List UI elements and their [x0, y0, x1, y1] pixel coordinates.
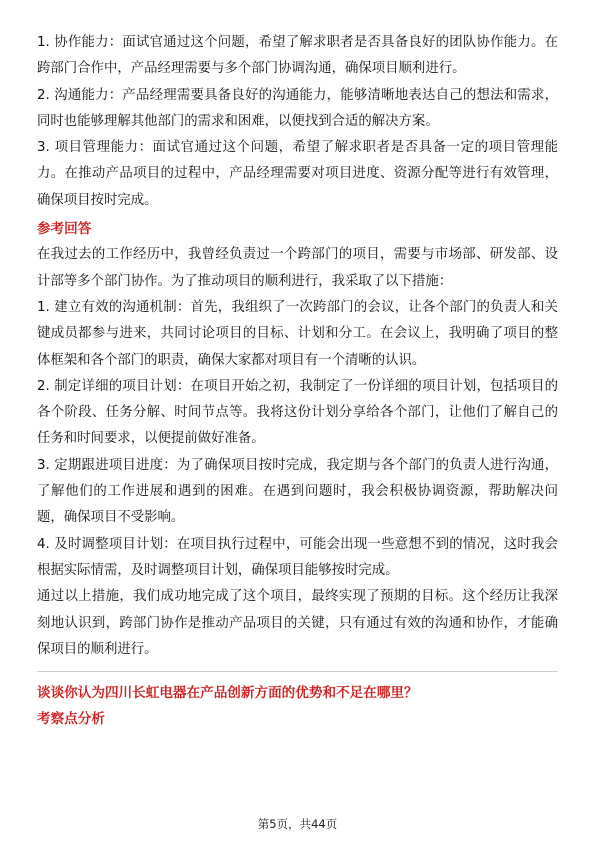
answer-item-3: 3. 定期跟进项目进度：为了确保项目按时完成，我定期与各个部门的负责人进行沟通，了解他们的工作进展和遇到的困难。在遇到问题时，我会积极协调资源，帮助解决问题，确保项目不受影响。: [37, 457, 558, 526]
analysis-heading: 考察点分析: [37, 711, 105, 728]
analysis-item-2: 2. 沟通能力：产品经理需要具备良好的沟通能力，能够清晰地表达自己的想法和需求，同时也能够理解其他部门的需求和困难，以便找到合适的解决方案。: [37, 87, 558, 129]
analysis-item-3: 3. 项目管理能力：面试官通过这个问题，希望了解求职者是否具备一定的项目管理能力。在推动产品项目的过程中，产品经理需要对项目进度、资源分配等进行有效管理，确保项目按时完成。: [37, 140, 558, 208]
analysis-item-1: 1. 协作能力：面试官通过这个问题，希望了解求职者是否具备良好的团队协作能力。在跨部门合作中，产品经理需要与多个部门协调沟通，确保项目顺利进行。: [37, 35, 558, 77]
answer-item-2: 2. 制定详细的项目计划：在项目开始之初，我制定了一份详细的项目计划，包括项目的各个阶段、任务分解、时间节点等。我将这份计划分享给各个部门，让他们了解自己的任务和时间要求，以便提前做好准备。: [37, 378, 558, 447]
reference-answer-heading: 参考回答: [37, 221, 92, 238]
next-question-title: 谈谈你认为四川长虹电器在产品创新方面的优势和不足在哪里？: [37, 685, 418, 702]
section-divider: [37, 671, 558, 672]
page-content: [37, 30, 558, 733]
answer-intro: 在我过去的工作经历中，我曾经负责过一个跨部门的项目，需要与市场部、研发部、设计部等多个部门协作。为了推动项目的顺利进行，我采取了以下措施：: [37, 247, 558, 289]
answer-item-1: 1. 建立有效的沟通机制：首先，我组织了一次跨部门的会议，让各个部门的负责人和关键成员都参与进来，共同讨论项目的目标、计划和分工。在会议上，我明确了项目的整体框架和各个部门的职责，确保大家都对项目有一个清晰的认识。: [37, 299, 558, 368]
answer-conclusion: 通过以上措施，我们成功地完成了这个项目，最终实现了预期的目标。这个经历让我深刻地认识到，跨部门协作是推动产品项目的关键，只有通过有效的沟通和协作，才能确保项目的顺利进行。: [37, 589, 558, 657]
page-footer: 第5页，共44页: [257, 817, 338, 831]
answer-item-4: 4. 及时调整项目计划：在项目执行过程中，可能会出现一些意想不到的情况，这时我会根据实际情需，及时调整项目计划，确保项目能够按时完成。: [37, 536, 558, 578]
